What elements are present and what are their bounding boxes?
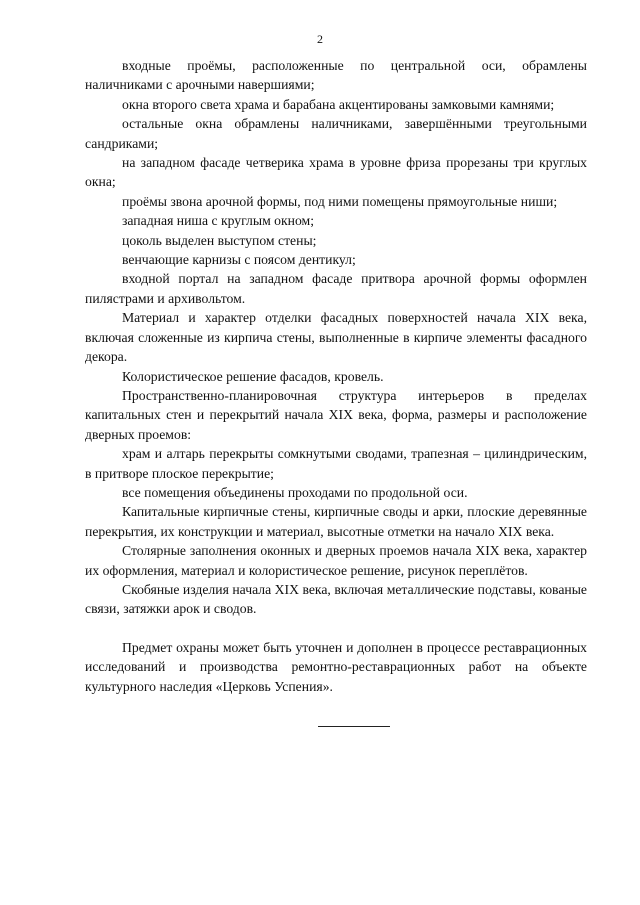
paragraph: Капитальные кирпичные стены, кирпичные своды и арки, плоские деревянные перекрытия, их конструкции и материал, высотные отметки на начало XIX века. bbox=[85, 504, 587, 539]
page-number: 2 bbox=[317, 32, 323, 46]
paragraph: Колористическое решение фасадов, кровель. bbox=[122, 368, 384, 384]
end-divider bbox=[318, 726, 390, 727]
paragraph: храм и алтарь перекрыты сомкнутыми сводами, трапезная – цилиндрическим, в притворе плоское перекрытие; bbox=[85, 446, 587, 481]
paragraph: остальные окна обрамлены наличниками, завершёнными треугольными сандриками; bbox=[85, 116, 587, 151]
paragraph: цоколь выделен выступом стены; bbox=[122, 232, 317, 248]
paragraph: Материал и характер отделки фасадных поверхностей начала XIX века, включая сложенные из кирпича стены, выполненные в кирпиче элементы фасадного декора. bbox=[85, 310, 587, 365]
paragraph: входные проёмы, расположенные по центральной оси, обрамлены наличниками с арочными навершиями; bbox=[85, 58, 587, 93]
paragraph: окна второго света храма и барабана акцентированы замковыми камнями; bbox=[122, 96, 555, 112]
paragraph: венчающие карнизы с поясом дентикул; bbox=[122, 252, 356, 268]
paragraph: входной портал на западном фасаде притвора арочной формы оформлен пилястрами и архивольтом. bbox=[85, 271, 587, 306]
closing-paragraph: Предмет охраны может быть уточнен и дополнен в процессе реставрационных исследований и производства ремонтно-реставрационных работ на объекте культурного наследия «Церковь Успения». bbox=[85, 639, 587, 694]
paragraph: на западном фасаде четверика храма в уровне фриза прорезаны три круглых окна; bbox=[85, 155, 587, 190]
paragraph: все помещения объединены проходами по продольной оси. bbox=[122, 484, 468, 500]
document-body bbox=[85, 56, 587, 696]
paragraph: Столярные заполнения оконных и дверных проемов начала XIX века, характер их оформления, материал и колористическое решение, рисунок переплётов. bbox=[85, 543, 587, 578]
paragraph: Скобяные изделия начала XIX века, включая металлические подставы, кованые связи, затяжки арок и сводов. bbox=[85, 581, 587, 617]
paragraph: проёмы звона арочной формы, под ними помещены прямоугольные ниши; bbox=[122, 193, 558, 209]
paragraph: западная ниша с круглым окном; bbox=[122, 213, 315, 229]
paragraph: Пространственно-планировочная структура интерьеров в пределах капитальных стен и перекрытий начала XIX века, форма, размеры и расположение дверных проемов: bbox=[85, 387, 587, 442]
